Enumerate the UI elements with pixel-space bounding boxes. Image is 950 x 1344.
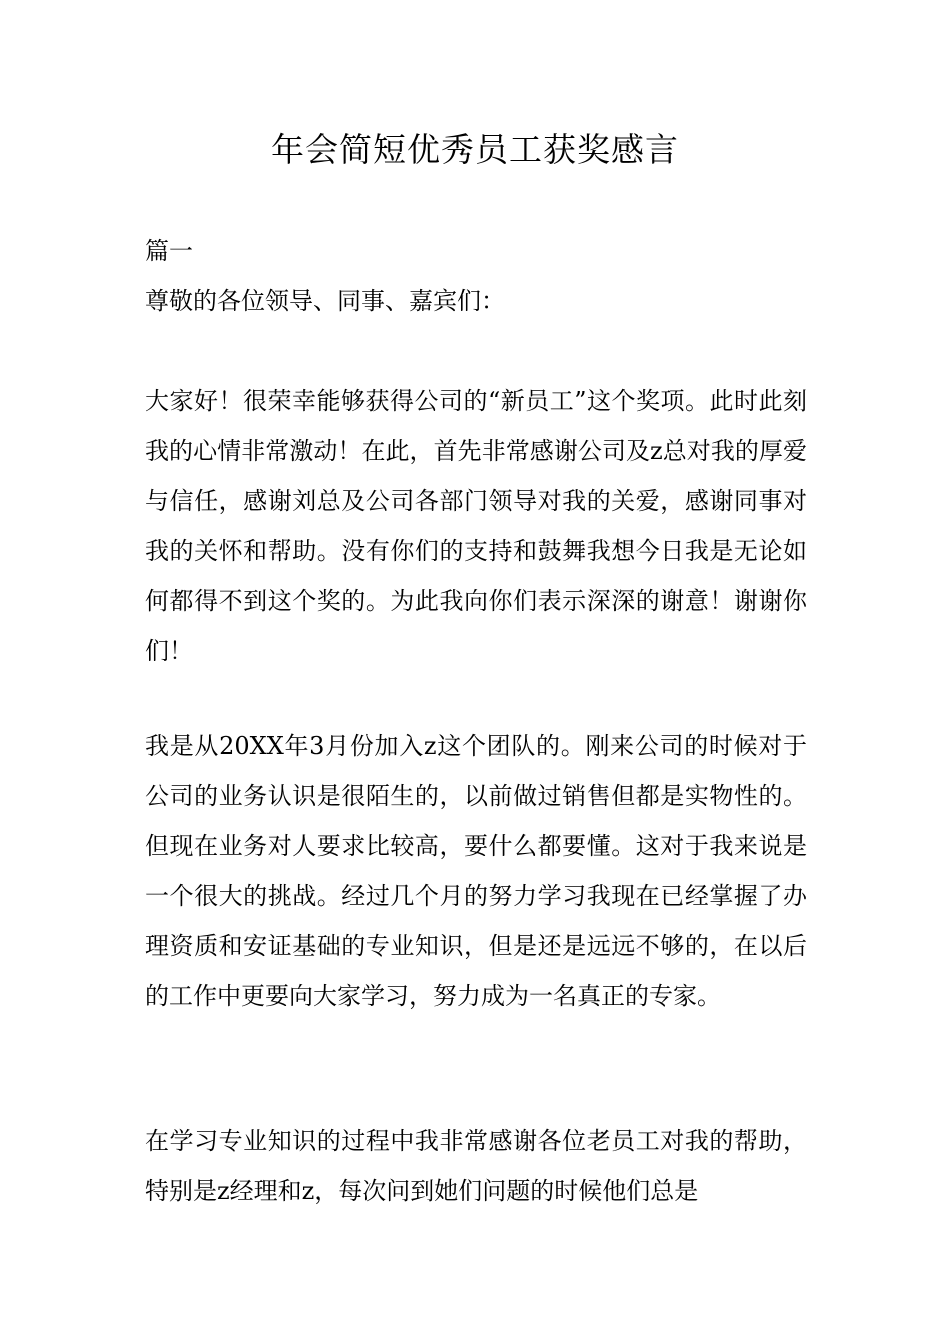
- section-label: 篇一: [145, 237, 193, 265]
- paragraph-3: 在学习专业知识的过程中我非常感谢各位老员工对我的帮助，特别是z经理和z，每次问到她们问题的时候他们总是: [145, 1127, 807, 1205]
- paragraph-2: 我是从20XX年3月份加入z这个团队的。刚来公司的时候对于公司的业务认识是很陌生的，以前做过销售但都是实物性的。但现在业务对人要求比较高，要什么都要懂。这对于我来说是一个很大的挑战。经过几个月的努力学习我现在已经掌握了办理资质和安证基础的专业知识，但是还是远远不够的，在以后的工作中更要向大家学习，努力成为一名真正的专家。: [145, 732, 807, 1010]
- paragraph-1: 大家好！很荣幸能够获得公司的“新员工”这个奖项。此时此刻我的心情非常激动！在此，首先非常感谢公司及z总对我的厚爱与信任，感谢刘总及公司各部门领导对我的关爱，感谢同事对我的关怀和帮助。没有你们的支持和鼓舞我想今日我是无论如何都得不到这个奖的。为此我向你们表示深深的谢意！谢谢你们！: [145, 387, 807, 665]
- document-title: 年会简短优秀员工获奖感言: [271, 130, 679, 169]
- salutation: 尊敬的各位领导、同事、嘉宾们：: [145, 287, 505, 315]
